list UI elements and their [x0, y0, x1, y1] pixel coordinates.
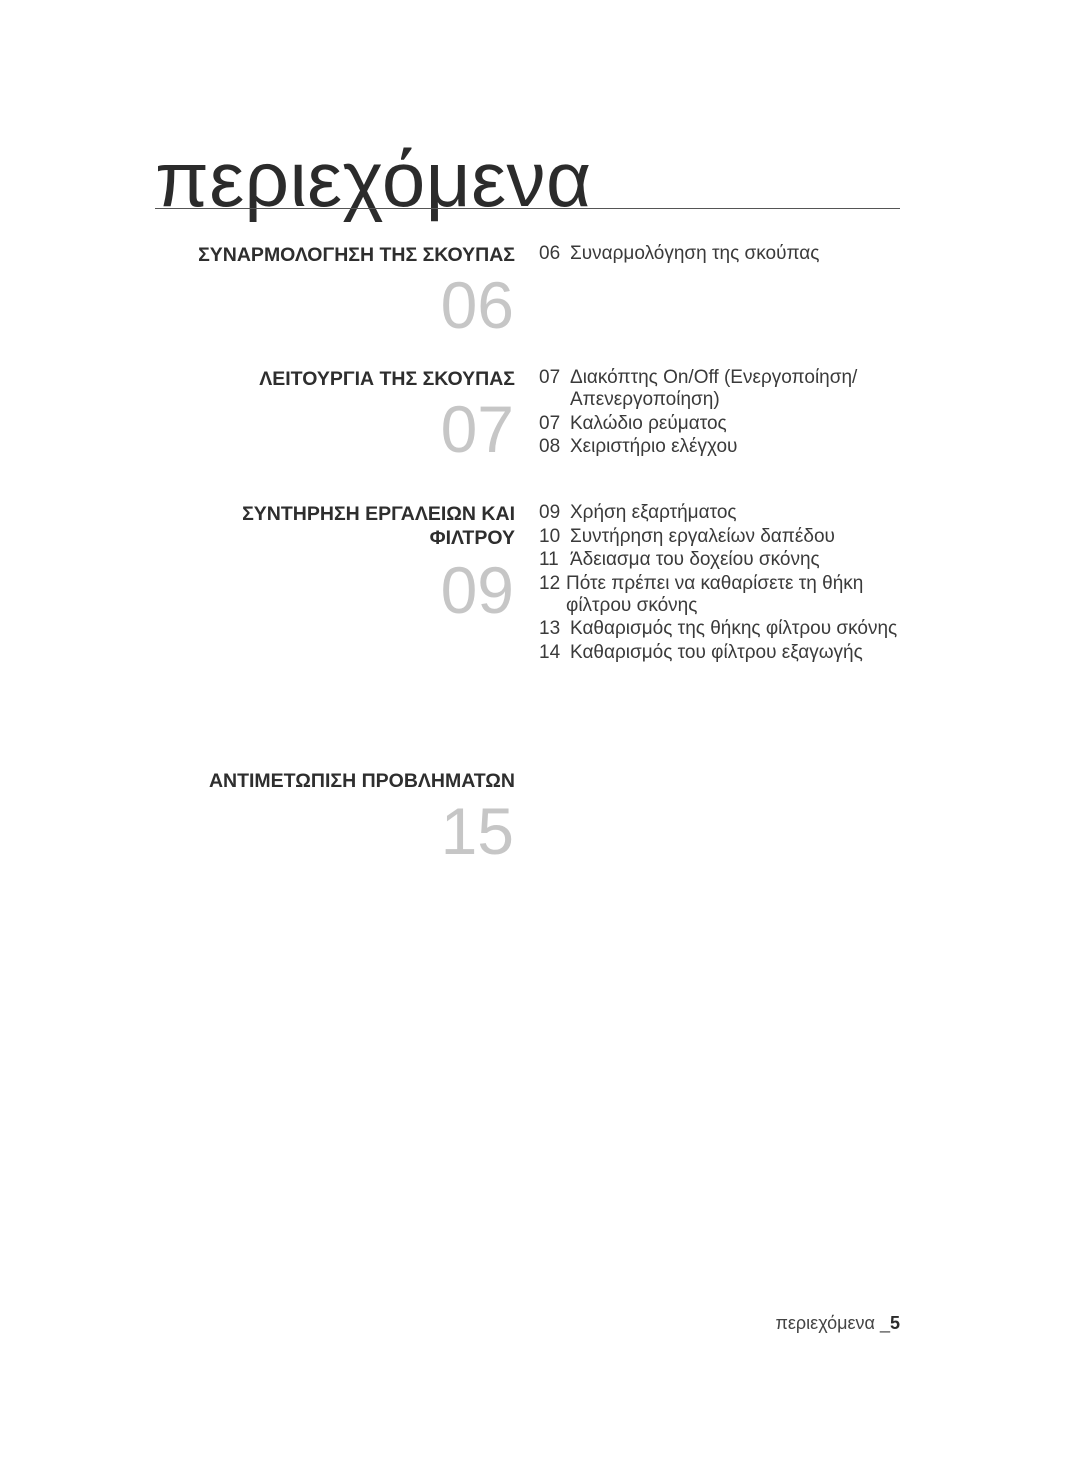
toc-entry[interactable] [539, 502, 899, 524]
toc-entry[interactable] [539, 436, 899, 458]
toc-entry-title: Καλώδιο ρεύματος [570, 412, 727, 434]
toc-entry-title: Διακόπτης On/Off (Ενεργοποίηση/ Απενεργοποίηση) [570, 367, 858, 410]
toc-entry-page: 14 [539, 641, 561, 663]
title-divider [155, 208, 900, 209]
toc-entry[interactable] [539, 243, 899, 265]
toc-entry[interactable] [539, 413, 899, 435]
toc-entry-title: Καθαρισμός της θήκης φίλτρου σκόνης [570, 618, 898, 639]
section-number-operation: 07 [440, 392, 514, 466]
section-heading-operation[interactable]: ΛΕΙΤΟΥΡΓΙΑ ΤΗΣ ΣΚΟΥΠΑΣ [259, 368, 515, 390]
page-footer [775, 1313, 900, 1334]
toc-entry-page: 11 [539, 549, 559, 570]
toc-entry[interactable] [539, 642, 899, 664]
toc-entry-page: 07 [539, 412, 561, 434]
footer-page-number: 5 [889, 1313, 900, 1333]
toc-entry-page: 09 [539, 502, 561, 523]
toc-entry-title: Χρήση εξαρτήματος [570, 502, 737, 523]
section-heading-troubleshooting[interactable]: ΑΝΤΙΜΕΤΩΠΙΣΗ ΠΡΟΒΛΗΜΑΤΩΝ [208, 770, 515, 792]
toc-entry-title: Καθαρισμός του φίλτρου εξαγωγής [570, 641, 863, 663]
page-title: περιεχόμενα [155, 135, 592, 223]
toc-entry[interactable] [539, 549, 899, 571]
section-number-maintenance: 09 [440, 553, 514, 627]
toc-entry-title: Πότε πρέπει να καθαρίσετε τη θήκη φίλτρου σκόνης [566, 572, 864, 616]
toc-entry-title: Συντήρηση εργαλείων δαπέδου [570, 525, 835, 547]
footer-label: περιεχόμενα _ [775, 1313, 890, 1333]
toc-entry[interactable] [539, 618, 899, 640]
section-number-assembly: 06 [440, 268, 514, 342]
entries-maintenance [539, 502, 899, 665]
section-number-troubleshooting: 15 [440, 794, 514, 868]
toc-entry-page: 10 [539, 525, 561, 547]
entries-assembly [539, 243, 899, 267]
toc-entry-title: Άδειασμα του δοχείου σκόνης [570, 549, 820, 570]
toc-entry-title: Χειριστήριο ελέγχου [570, 436, 738, 457]
toc-entry-page: 08 [539, 436, 561, 457]
toc-entry-title: Συναρμολόγηση της σκούπας [570, 243, 820, 264]
toc-entry-page: 06 [539, 243, 561, 264]
toc-entry-page: 07 [539, 367, 561, 388]
toc-entry-page: 12 [539, 572, 561, 594]
toc-entry-page: 13 [539, 618, 561, 639]
toc-entry[interactable] [539, 526, 899, 548]
toc-entry[interactable] [539, 367, 899, 411]
section-heading-maintenance[interactable]: ΣΥΝΤΗΡΗΣΗ ΕΡΓΑΛΕΙΩΝ ΚΑΙ ΦΙΛΤΡΟΥ [242, 503, 515, 549]
entries-operation [539, 367, 899, 460]
section-heading-assembly[interactable]: ΣΥΝΑΡΜΟΛΟΓΗΣΗ ΤΗΣ ΣΚΟΥΠΑΣ [198, 244, 515, 266]
toc-entry[interactable] [539, 573, 899, 617]
